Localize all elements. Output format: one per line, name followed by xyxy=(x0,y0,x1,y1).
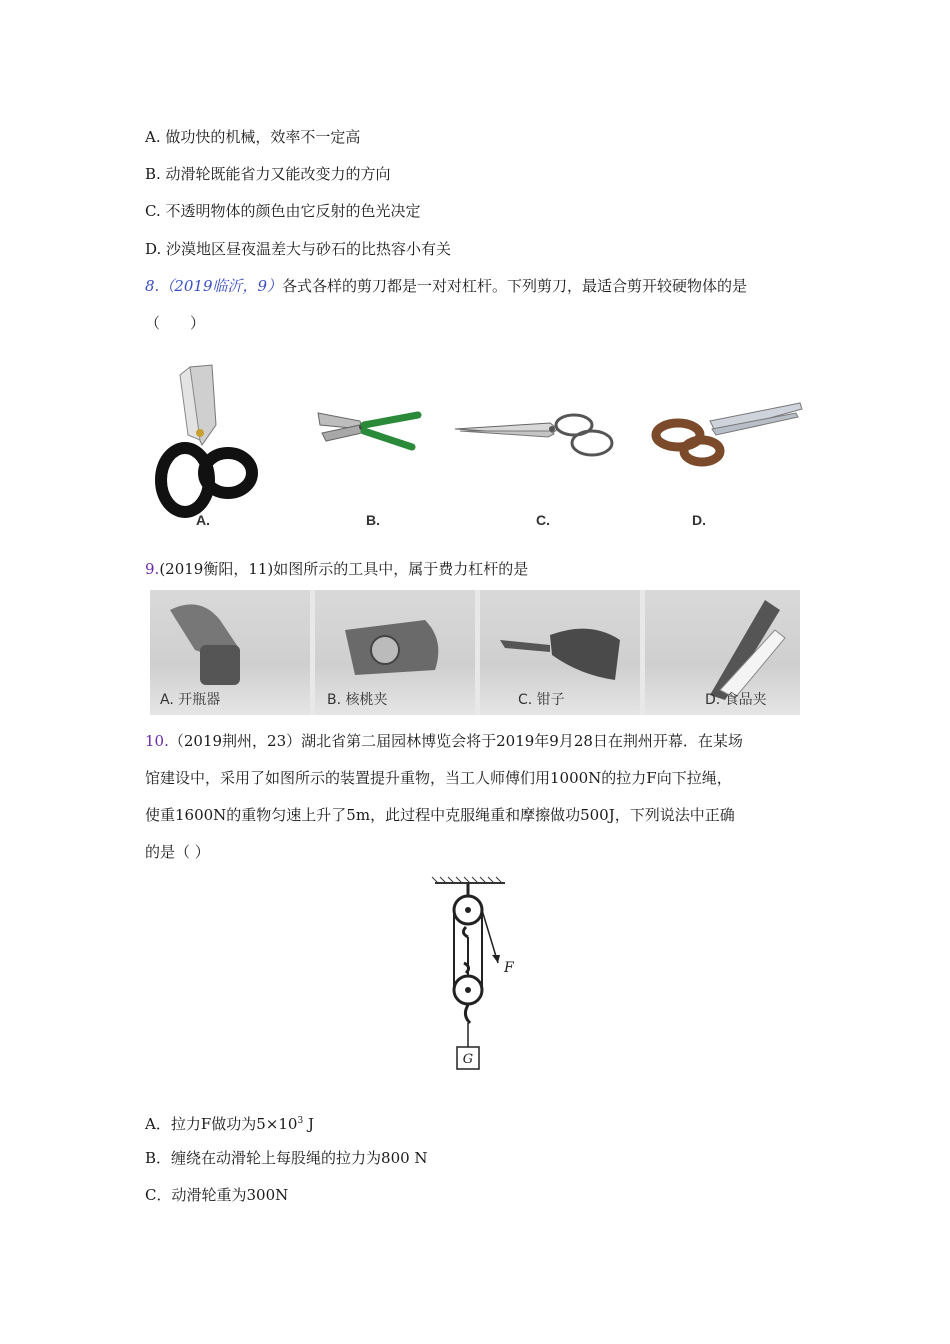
q8-label-d: D. xyxy=(692,512,706,528)
q9-photo-strip xyxy=(150,590,800,715)
q9-photo-a xyxy=(150,590,310,715)
q9-photo-d xyxy=(645,590,800,715)
q10-number: 10. xyxy=(145,732,169,750)
q7-option-a: A. 做功快的机械，效率不一定高 xyxy=(145,128,361,146)
q10-line-4: 的是（ ） xyxy=(145,843,210,861)
q9-label-d: D. 食品夹 xyxy=(705,692,767,708)
q7-option-d: D. 沙漠地区昼夜温差大与砂石的比热容小有关 xyxy=(145,240,452,258)
pulley-system-figure xyxy=(420,875,540,1075)
q7-option-b: B. 动滑轮既能省力又能改变力的方向 xyxy=(145,165,391,183)
q8-scissors-figure xyxy=(150,355,810,535)
q8-stem-line xyxy=(145,275,747,297)
scissors-d-icon xyxy=(656,403,802,462)
q8-stem: 各式各样的剪刀都是一对对杠杆。下列剪刀，最适合剪开较硬物体的是 xyxy=(282,277,748,295)
q10-line-3: 使重1600N的重物匀速上升了5m，此过程中克服绳重和摩擦做功500J，下列说法中正确 xyxy=(145,806,735,824)
q7-option-c: C. 不透明物体的颜色由它反射的色光决定 xyxy=(145,202,421,220)
q8-label-a: A. xyxy=(196,512,210,528)
q10-line1-text: （2019荆州，23）湖北省第二届园林博览会将于2019年9月28日在荆州开幕．在某场 xyxy=(168,732,743,750)
q10-line-1 xyxy=(145,730,743,752)
q8-label-c: C. xyxy=(536,512,550,528)
q10-option-a-exp: 3 xyxy=(297,1116,304,1126)
q9-label-b: B. 核桃夹 xyxy=(327,692,388,708)
q9-label-a: A. 开瓶器 xyxy=(160,692,221,708)
q9-stem-line xyxy=(145,558,528,580)
q8-blank: （ ） xyxy=(145,314,206,332)
force-label: F xyxy=(504,960,514,976)
q10-line-2: 馆建设中，采用了如图所示的装置提升重物，当工人师傅们用1000N的拉力F向下拉绳， xyxy=(145,769,732,787)
q10-option-b: B．缠绕在动滑轮上每股绳的拉力为800 N xyxy=(145,1149,428,1167)
weight-label: G xyxy=(462,1052,474,1067)
q9-number: 9. xyxy=(145,560,160,578)
q9-photo-c xyxy=(480,590,640,715)
q10-option-c: C．动滑轮重为300N xyxy=(145,1186,289,1204)
scissors-c-icon xyxy=(455,415,612,455)
q8-source: 8.（2019临沂，9） xyxy=(145,277,283,295)
scissors-a-icon xyxy=(161,365,252,512)
q9-stem: (2019衡阳，11)如图所示的工具中，属于费力杠杆的是 xyxy=(159,560,529,578)
q10-option-a-unit: J xyxy=(303,1115,314,1133)
q9-photo-b xyxy=(315,590,475,715)
q10-option-a-text: A．拉力F做功为5×10 xyxy=(145,1115,298,1133)
scissors-b-icon xyxy=(318,413,418,447)
q10-option-a xyxy=(145,1110,314,1135)
q8-label-b: B. xyxy=(366,512,380,528)
q9-label-c: C. 钳子 xyxy=(518,692,565,708)
